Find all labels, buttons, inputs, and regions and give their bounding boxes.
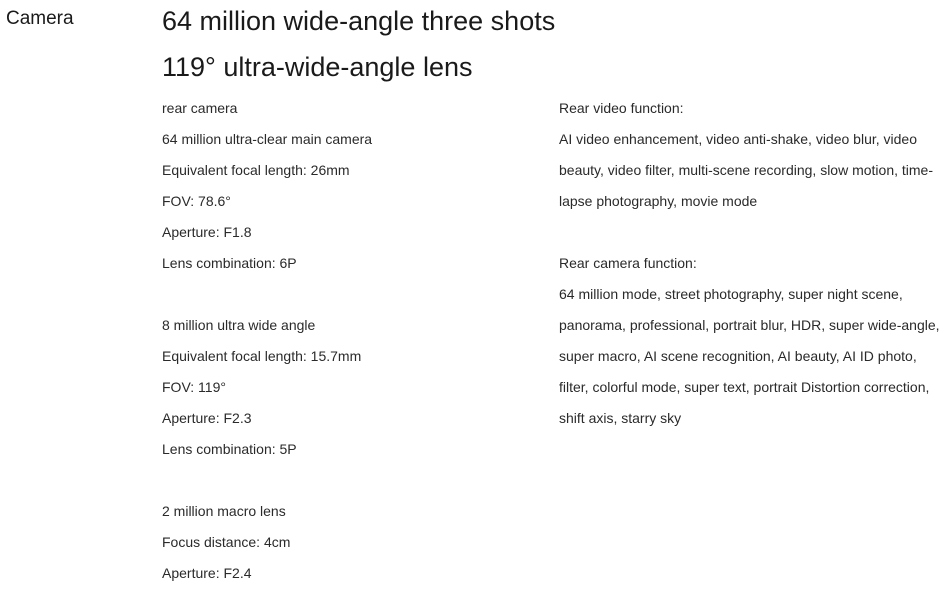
feature-line: shift axis, starry sky (559, 410, 682, 426)
spacer (162, 465, 532, 496)
video-functions (559, 93, 934, 217)
main-camera-specs (162, 93, 532, 279)
spacer (162, 279, 532, 310)
feature-line: filter, colorful mode, super text, portrait Distortion correction, (559, 379, 930, 395)
spec-line: 8 million ultra wide angle (162, 317, 316, 333)
wide-camera-specs (162, 310, 532, 465)
spec-line: 64 million ultra-clear main camera (162, 131, 373, 147)
feature-line: panorama, professional, portrait blur, HDR, super wide-angle, (559, 317, 940, 333)
feature-line: lapse photography, movie mode (559, 193, 758, 209)
spec-line: Focus distance: 4cm (162, 534, 291, 550)
feature-line: AI video enhancement, video anti-shake, video blur, video (559, 131, 918, 147)
spec-line: Equivalent focal length: 15.7mm (162, 348, 362, 364)
spec-line: Aperture: F1.8 (162, 224, 252, 240)
spec-line: FOV: 78.6° (162, 193, 231, 209)
spacer (559, 217, 934, 248)
left-spec-column (162, 93, 532, 589)
spec-line: Equivalent focal length: 26mm (162, 162, 350, 178)
camera-functions (559, 248, 940, 434)
feature-line: super macro, AI scene recognition, AI beauty, AI ID photo, (559, 348, 917, 364)
spec-line: Aperture: F2.4 (162, 565, 252, 581)
spec-line: FOV: 119° (162, 379, 226, 395)
spec-line: Lens combination: 6P (162, 255, 297, 271)
headline-line-2: 119° ultra-wide-angle lens (162, 52, 473, 82)
right-feature-column (559, 93, 940, 434)
macro-camera-specs (162, 496, 532, 589)
spec-line: 2 million macro lens (162, 503, 286, 519)
feature-line: beauty, video filter, multi-scene recording, slow motion, time- (559, 162, 934, 178)
headline-line-1: 64 million wide-angle three shots (162, 6, 556, 36)
camera-function-title: Rear camera function: (559, 255, 697, 271)
spec-line: Lens combination: 5P (162, 441, 297, 457)
spec-line: rear camera (162, 100, 238, 116)
section-label: Camera (6, 8, 74, 29)
video-function-title: Rear video function: (559, 100, 684, 116)
feature-line: 64 million mode, street photography, super night scene, (559, 286, 903, 302)
spec-line: Aperture: F2.3 (162, 410, 252, 426)
